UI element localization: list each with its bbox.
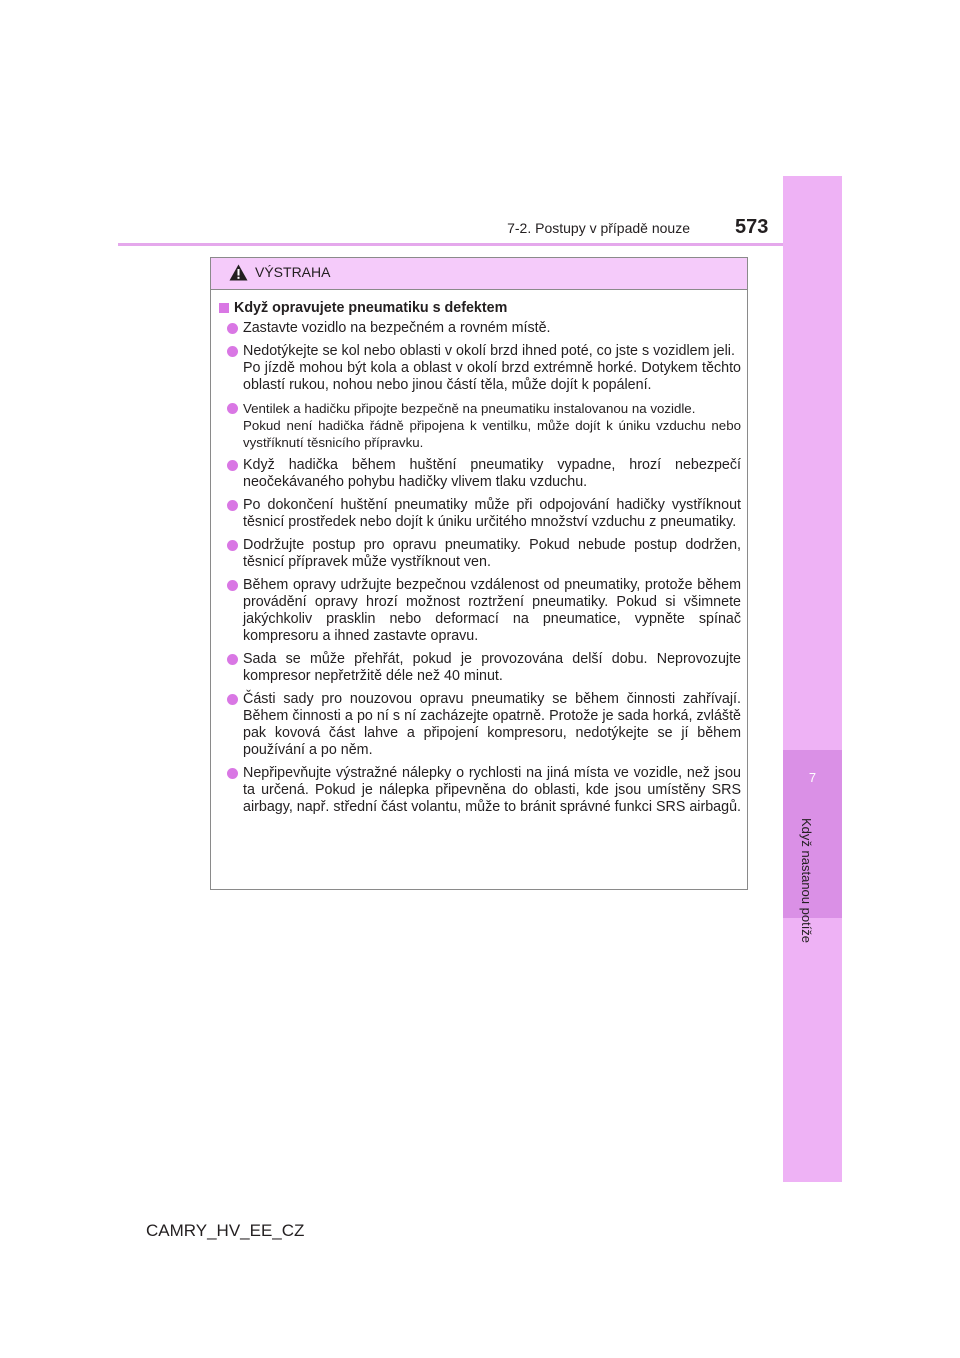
round-bullet-icon	[227, 654, 238, 665]
warning-bullet-item	[217, 457, 741, 491]
page-number: 573	[735, 216, 769, 238]
bullet-paragraph: Když hadička během huštění pneumatiky vypadne, hrozí nebezpečí neočekávaného pohybu hadičky vlivem tlaku vzduchu.	[243, 457, 741, 490]
bullet-text	[243, 691, 741, 759]
bullet-paragraph: Nedotýkejte se kol nebo oblasti v okolí brzd ihned poté, co jste s vozidlem jeli.	[243, 343, 735, 359]
document-code: CAMRY_HV_EE_CZ	[146, 1221, 305, 1240]
bullet-text	[243, 320, 741, 337]
square-bullet-icon	[219, 303, 229, 313]
round-bullet-icon	[227, 460, 238, 471]
warning-bullet-item	[217, 400, 741, 451]
warning-header	[211, 258, 747, 290]
warning-triangle-icon	[229, 264, 248, 281]
bullet-text	[243, 577, 741, 645]
round-bullet-icon	[227, 580, 238, 591]
warning-body	[211, 290, 747, 816]
bullet-paragraph: Během opravy udržujte bezpečnou vzdálenost od pneumatiky, protože během provádění opravy hrozí možnost roztržení pneumatiky. Pokud si všimnete jakýchkoliv prasklin nebo deformací na pneumatice, vypněte spínač kompresoru a ihned zastavte opravu.	[243, 577, 741, 644]
round-bullet-icon	[227, 403, 238, 414]
bullet-text	[243, 651, 741, 685]
round-bullet-icon	[227, 540, 238, 551]
bullet-text	[243, 765, 741, 816]
bullet-text	[243, 343, 741, 394]
bullet-paragraph: Po jízdě mohou být kola a oblast v okolí brzd extrémně horké. Dotykem těchto oblastí rukou, nohou nebo jinou částí těla, může dojít k popálení.	[243, 360, 741, 393]
warning-bullet-item	[217, 691, 741, 759]
warning-bullet-item	[217, 343, 741, 394]
section-title	[217, 300, 741, 317]
bullet-text	[243, 400, 741, 451]
bullet-text	[243, 497, 741, 531]
warning-title: VÝSTRAHA	[255, 264, 331, 280]
warning-bullet-item	[217, 497, 741, 531]
round-bullet-icon	[227, 768, 238, 779]
bullet-paragraph: Nepřipevňujte výstražné nálepky o rychlosti na jiná místa ve vozidle, než jsou ta určená. Pokud je nálepka připevněna do oblasti, kde jsou umístěny SRS airbagy, např. střední část volantu, může to bránit správné funkci SRS airbagů.	[243, 765, 742, 815]
round-bullet-icon	[227, 500, 238, 511]
bullet-paragraph: Ventilek a hadičku připojte bezpečně na pneumatiku instalovanou na vozidle.	[243, 401, 696, 416]
round-bullet-icon	[227, 323, 238, 334]
header-divider	[118, 243, 783, 246]
warning-bullet-item	[217, 537, 741, 571]
bullet-paragraph: Dodržujte postup pro opravu pneumatiky. Pokud nebude postup dodržen, těsnicí přípravek může vystříknout ven.	[243, 537, 741, 570]
section-title-text: Když opravujete pneumatiku s defektem	[234, 300, 508, 316]
chapter-side-tab	[783, 176, 842, 1182]
warning-box	[210, 257, 748, 890]
round-bullet-icon	[227, 694, 238, 705]
warning-bullet-list	[217, 320, 741, 816]
chapter-number: 7	[808, 770, 817, 785]
bullet-paragraph: Pokud není hadička řádně připojena k ventilku, může dojít k úniku vzduchu nebo vystříknutí těsnicího přípravku.	[243, 418, 741, 450]
warning-bullet-item	[217, 577, 741, 645]
warning-bullet-item	[217, 765, 741, 816]
warning-bullet-item	[217, 651, 741, 685]
bullet-paragraph: Části sady pro nouzovou opravu pneumatiky se během činnosti zahřívají. Během činnosti a po ní s ní zacházejte opatrně. Protože je sada horká, zvláště pak kovová část lahve a připojení kompresoru, nedotýkejte se jí během používání a po něm.	[243, 691, 741, 758]
bullet-paragraph: Zastavte vozidlo na bezpečném a rovném místě.	[243, 320, 551, 336]
round-bullet-icon	[227, 346, 238, 357]
bullet-paragraph: Po dokončení huštění pneumatiky může při odpojování hadičky vystříknout těsnicí prostředek nebo dojít k úniku určitého množství vzduchu z pneumatiky.	[243, 497, 741, 530]
bullet-text	[243, 457, 741, 491]
bullet-text	[243, 537, 741, 571]
chapter-title: Když nastanou potíže	[799, 818, 814, 944]
bullet-paragraph: Sada se může přehřát, pokud je provozována delší dobu. Neprovozujte kompresor nepřetržitě déle než 40 minut.	[243, 651, 741, 684]
warning-bullet-item	[217, 320, 741, 337]
